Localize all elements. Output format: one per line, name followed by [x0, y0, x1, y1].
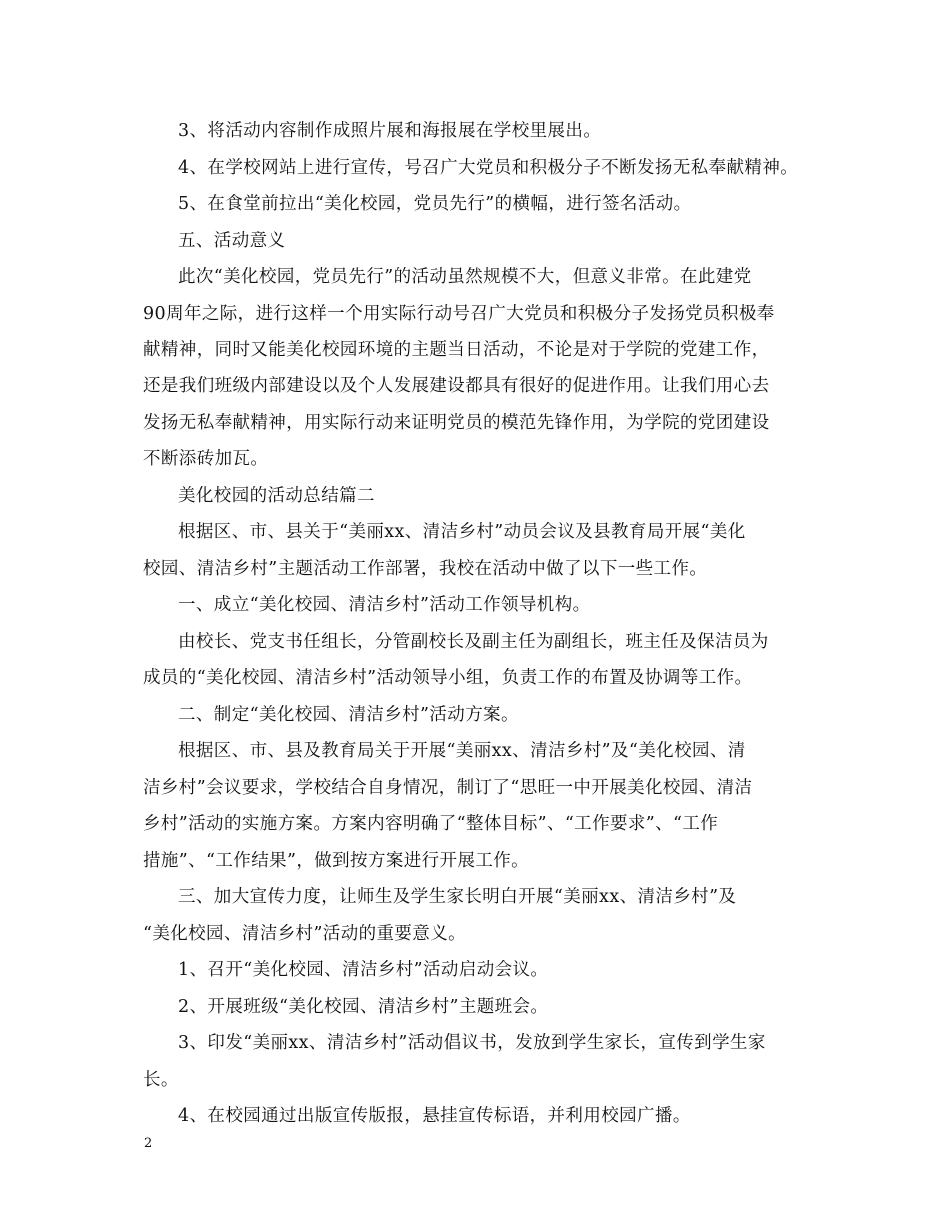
paragraph-line: 成员的“美化校园、清洁乡村”活动领导小组，负责工作的布置及协调等工作。	[143, 668, 753, 688]
paragraph-line: 措施”、“工作结果”，做到按方案进行开展工作。	[143, 851, 530, 871]
paragraph-line: 洁乡村”会议要求，学校结合自身情况，制订了“思旺一中开展美化校园、清洁	[143, 778, 753, 798]
section-heading: 二、制定“美化校园、清洁乡村”活动方案。	[178, 705, 519, 725]
list-item: 3、印发“美丽xx、清洁乡村”活动倡议书，发放到学生家长，宣传到学生家	[178, 1033, 766, 1053]
paragraph-line: 90周年之际，进行这样一个用实际行动号召广大党员和积极分子发扬党员积极奉	[143, 304, 775, 324]
section-heading: 三、加大宣传力度，让师生及学生家长明白开展“美丽xx、清洁乡村”及	[178, 887, 737, 907]
paragraph-line: 发扬无私奉献精神，用实际行动来证明党员的模范先锋作用，为学院的党团建设	[143, 413, 770, 433]
section-heading: 一、成立“美化校园、清洁乡村”活动工作领导机构。	[178, 595, 591, 615]
paragraph-line: 不断添砖加瓦。	[143, 449, 269, 469]
article-title: 美化校园的活动总结篇二	[178, 486, 375, 506]
paragraph-line: 献精神，同时又能美化校园环境的主题当日活动，不论是对于学院的党建工作，	[143, 340, 770, 360]
paragraph-line: 校园、清洁乡村”主题活动工作部署，我校在活动中做了以下一些工作。	[143, 559, 708, 579]
paragraph-line: 根据区、市、县及教育局关于开展“美丽xx、清洁乡村”及“美化校园、清	[178, 741, 746, 761]
paragraph-line: 根据区、市、县关于“美丽xx、清洁乡村”动员会议及县教育局开展“美化	[178, 522, 746, 542]
paragraph-line: 还是我们班级内部建设以及个人发展建设都具有很好的促进作用。让我们用心去	[143, 376, 770, 396]
paragraph-line: 3、将活动内容制作成照片展和海报展在学校里展出。	[178, 121, 602, 141]
paragraph-line: 5、在食堂前拉出“美化校园，党员先行”的横幅，进行签名活动。	[178, 194, 692, 214]
list-item: 4、在校园通过出版宣传版报，悬挂宣传标语，并利用校园广播。	[178, 1106, 691, 1126]
paragraph-line: 由校长、党支书任组长，分管副校长及副主任为副组长，班主任及保洁员为	[178, 632, 769, 652]
paragraph-line: 长。	[143, 1070, 179, 1090]
page-number: 2	[144, 1136, 153, 1151]
paragraph-line: 乡村”活动的实施方案。方案内容明确了“整体目标”、“工作要求”、“工作	[143, 814, 719, 834]
paragraph-line: 此次“美化校园，党员先行”的活动虽然规模不大，但意义非常。在此建党	[178, 267, 752, 287]
list-item: 2、开展班级“美化校园、清洁乡村”主题班会。	[178, 997, 549, 1017]
section-heading: 五、活动意义	[178, 231, 286, 251]
paragraph-line: 4、在学校网站上进行宣传，号召广大党员和积极分子不断发扬无私奉献精神。	[178, 158, 799, 178]
list-item: 1、召开“美化校园、清洁乡村”活动启动会议。	[178, 960, 549, 980]
paragraph-line: “美化校园、清洁乡村”活动的重要意义。	[143, 924, 466, 944]
